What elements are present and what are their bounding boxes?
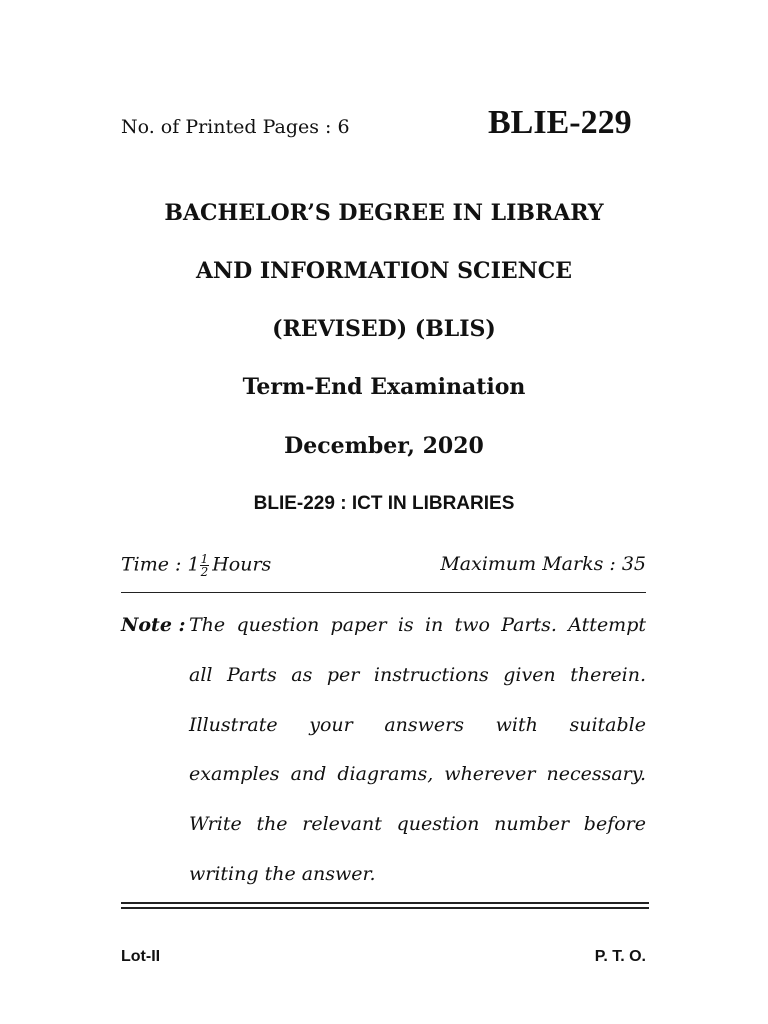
degree-title-line-1: BACHELOR’S DEGREE IN LIBRARY xyxy=(164,200,604,226)
exam-date: December, 2020 xyxy=(284,433,484,459)
pto-label: P. T. O. xyxy=(594,948,646,965)
note-line: writing the answer. xyxy=(189,863,376,885)
course-title: BLIE-229 : ICT IN LIBRARIES xyxy=(253,493,515,514)
degree-title-line-3: (REVISED) (BLIS) xyxy=(272,316,496,342)
time-allowed xyxy=(121,553,271,578)
divider-bottom-upper xyxy=(121,902,649,904)
note-line: Illustrate your answers with suitable xyxy=(189,714,646,736)
time-fraction-numerator: 1 xyxy=(200,552,209,566)
note-line: Write the relevant question number before xyxy=(189,813,646,835)
paper-code: BLIE-229 xyxy=(488,104,632,141)
note-line: examples and diagrams, wherever necessary. xyxy=(189,763,646,785)
note-line: all Parts as per instructions given therein. xyxy=(189,664,646,686)
time-unit: Hours xyxy=(212,553,272,576)
exam-name: Term-End Examination xyxy=(242,374,526,400)
lot-label: Lot-II xyxy=(121,948,161,965)
note-line: The question paper is in two Parts. Attempt xyxy=(189,614,646,636)
note-label: Note : xyxy=(121,614,186,636)
printed-pages-count: No. of Printed Pages : 6 xyxy=(121,116,350,138)
degree-title-line-2: AND INFORMATION SCIENCE xyxy=(195,258,573,284)
time-label: Time : 1 xyxy=(121,553,200,576)
time-fraction-denominator: 2 xyxy=(200,565,209,579)
divider-bottom-lower xyxy=(121,907,649,909)
divider-top xyxy=(121,592,646,593)
time-fraction xyxy=(200,553,210,578)
maximum-marks: Maximum Marks : 35 xyxy=(440,553,646,575)
